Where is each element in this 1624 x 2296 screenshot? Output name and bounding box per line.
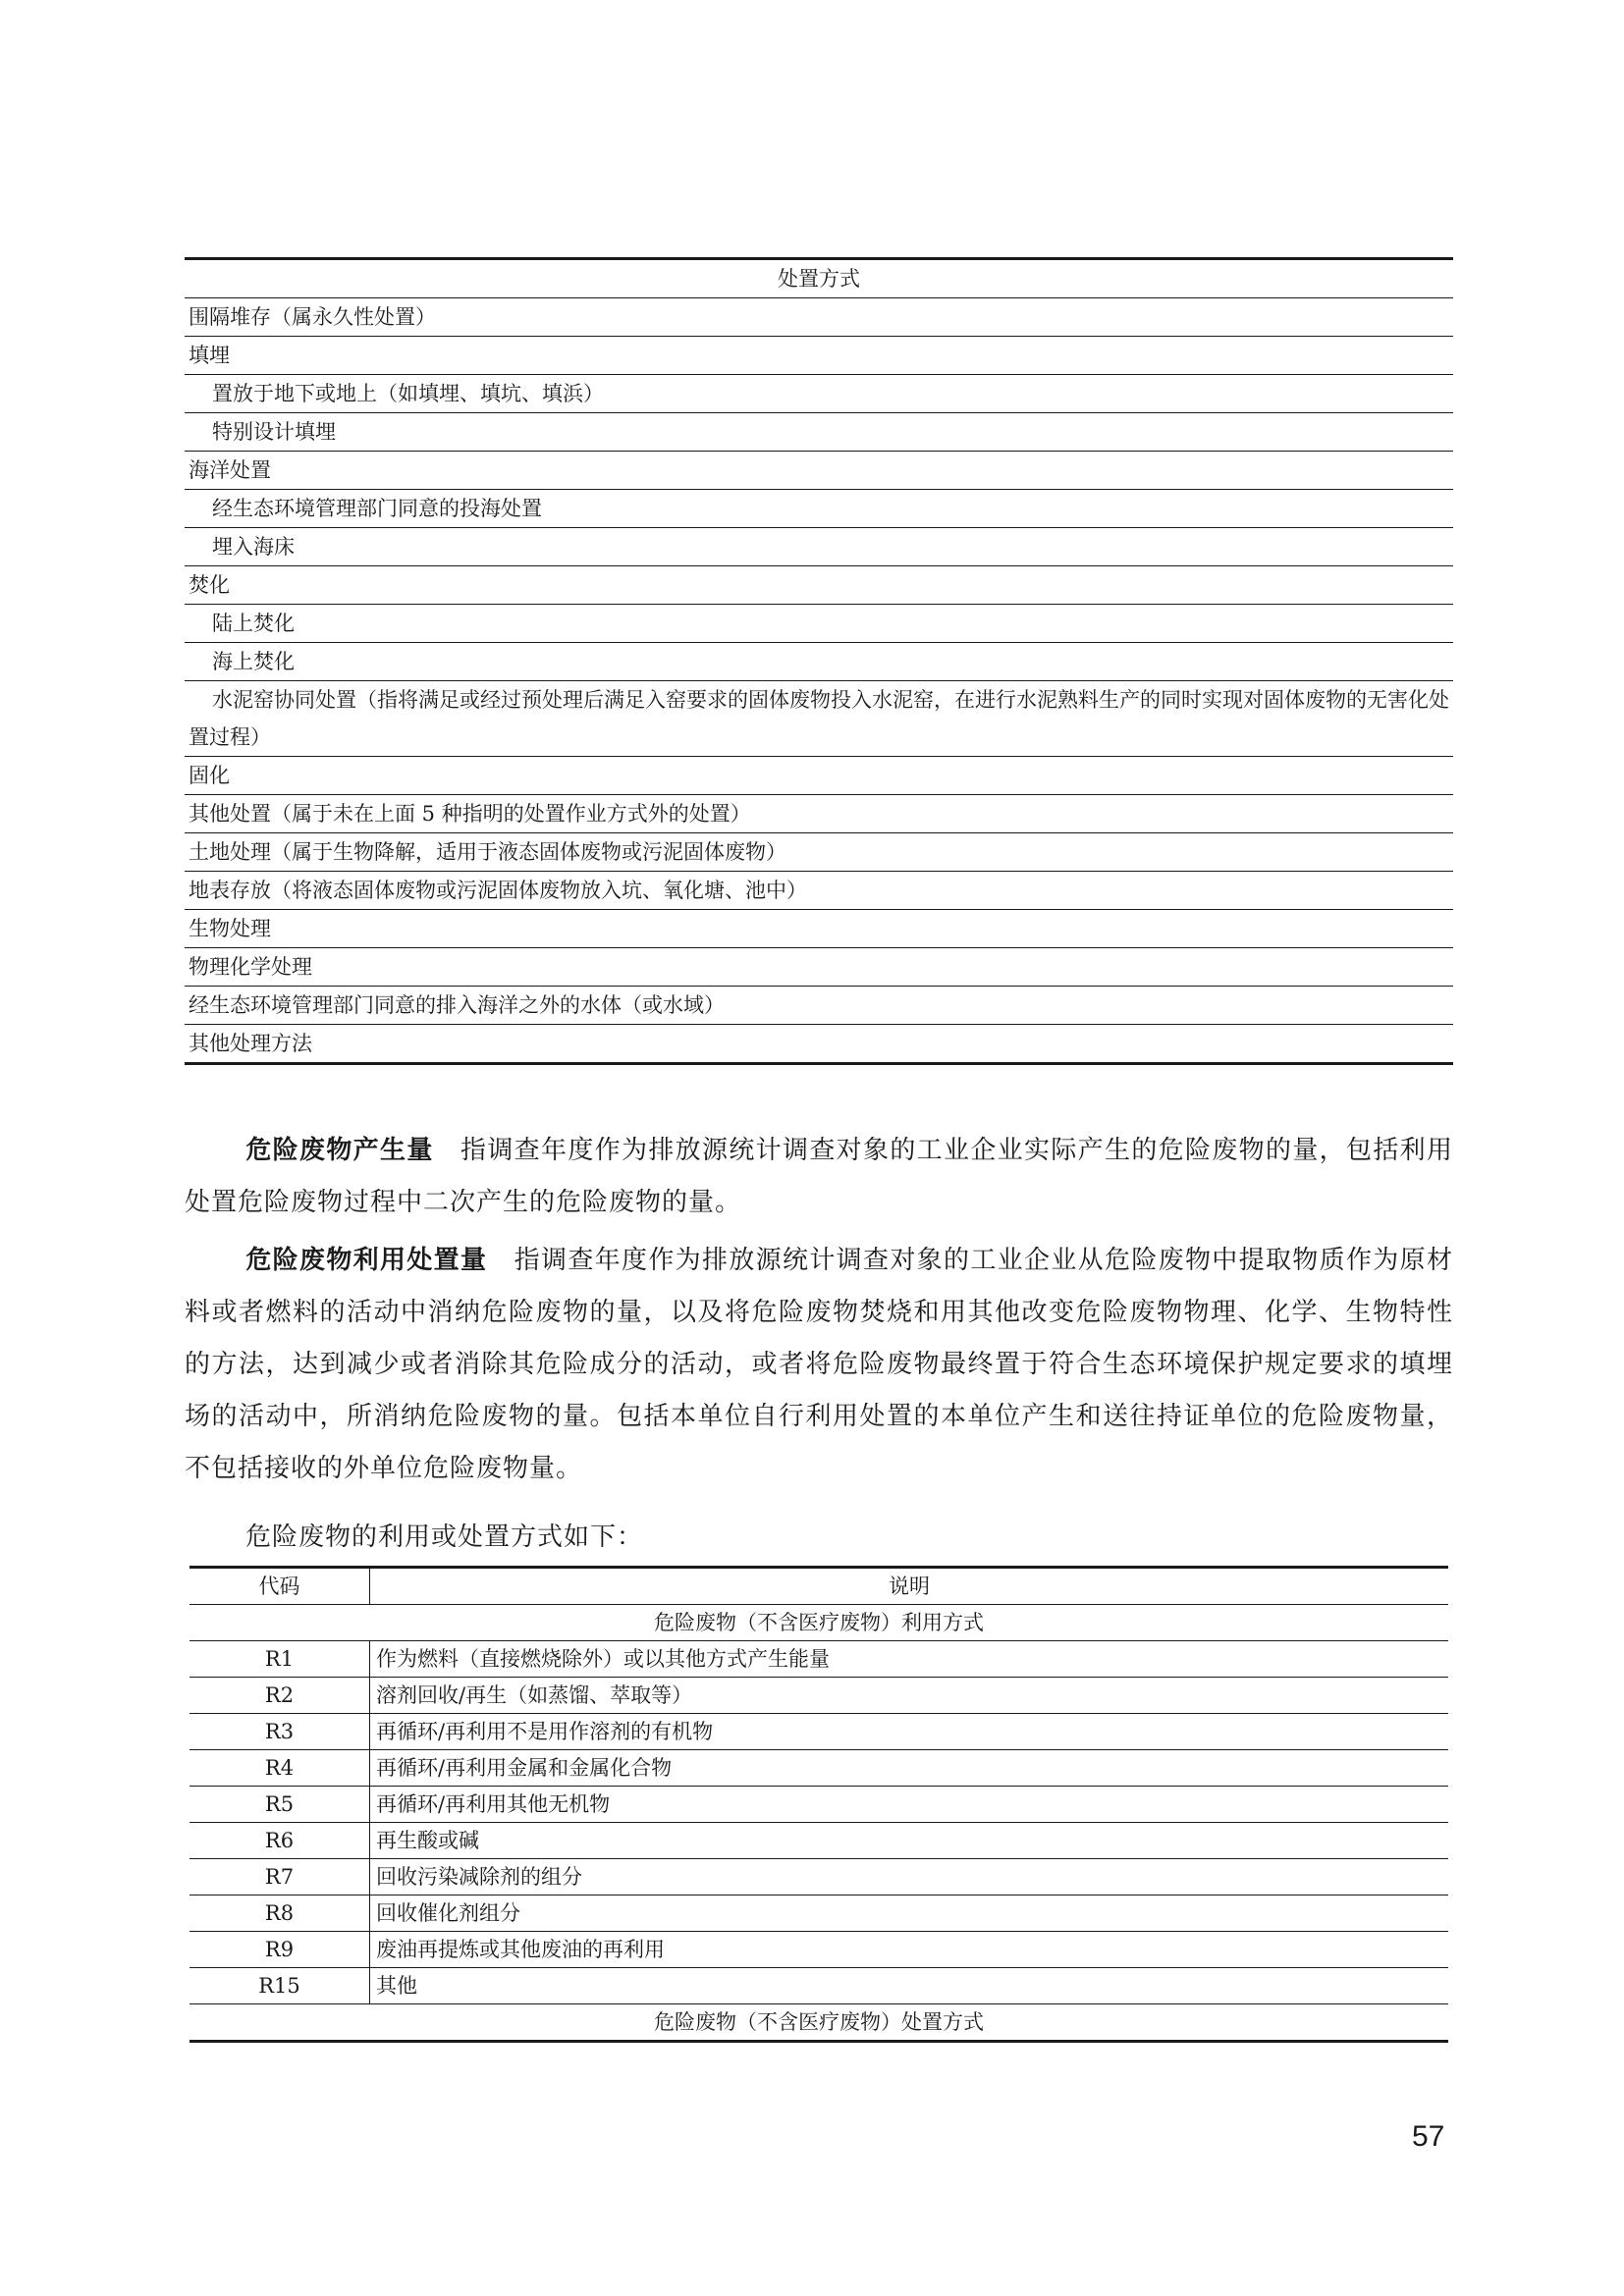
- description-cell: 废油再提炼或其他废油的再利用: [370, 1932, 1449, 1968]
- table-row: 生物处理: [185, 910, 1453, 948]
- table-row: 经生态环境管理部门同意的投海处置: [185, 490, 1453, 528]
- description-cell: 再循环/再利用其他无机物: [370, 1787, 1449, 1823]
- table-row: 围隔堆存（属永久性处置）: [185, 298, 1453, 337]
- table-row: [189, 1787, 1448, 1823]
- table-row: 其他处置（属于未在上面 5 种指明的处置作业方式外的处置）: [185, 795, 1453, 833]
- section-title-utilization: 危险废物（不含医疗废物）利用方式: [189, 1605, 1448, 1641]
- table-row: 特别设计填埋: [185, 413, 1453, 452]
- table-row: [189, 1896, 1448, 1932]
- description-cell: 再循环/再利用不是用作溶剂的有机物: [370, 1714, 1449, 1750]
- intro-text: 危险废物的利用或处置方式如下：: [245, 1522, 644, 1552]
- table-row: 水泥窑协同处置（指将满足或经过预处理后满足入窑要求的固体废物投入水泥窑，在进行水泥熟料生产的同时实现对固体废物的无害化处置过程）: [185, 681, 1453, 757]
- table-row: 物理化学处理: [185, 948, 1453, 987]
- table-row: [189, 1932, 1448, 1968]
- description-cell: 其他: [370, 1968, 1449, 2004]
- description-cell: 回收催化剂组分: [370, 1896, 1449, 1932]
- table-header: 处置方式: [185, 260, 1453, 298]
- code-cell: R3: [189, 1714, 370, 1750]
- table-row: 海洋处置: [185, 452, 1453, 490]
- description-cell: 溶剂回收/再生（如蒸馏、萃取等）: [370, 1678, 1449, 1714]
- table-row: 土地处理（属于生物降解，适用于液态固体废物或污泥固体废物）: [185, 833, 1453, 872]
- table-row: 填埋: [185, 337, 1453, 375]
- term-label: 危险废物利用处置量: [245, 1246, 488, 1275]
- column-header-code: 代码: [189, 1568, 370, 1605]
- table-row: 海上焚化: [185, 643, 1453, 681]
- code-cell: R2: [189, 1678, 370, 1714]
- table-row: 置放于地下或地上（如填埋、填坑、填浜）: [185, 375, 1453, 413]
- code-cell: R15: [189, 1968, 370, 2004]
- table-row: 固化: [185, 757, 1453, 795]
- section-title-disposal: 危险废物（不含医疗废物）处置方式: [654, 2010, 984, 2034]
- description-cell: 再循环/再利用金属和金属化合物: [370, 1750, 1449, 1787]
- code-cell: R9: [189, 1932, 370, 1968]
- definition-hazardous-waste-utilized: [185, 1235, 1453, 1495]
- table-row: [189, 1678, 1448, 1714]
- table-header-row: [189, 1568, 1448, 1605]
- section-row: [189, 1605, 1448, 1641]
- definition-text: 指调查年度作为排放源统计调查对象的工业企业实际产生的危险废物的量，包括利用处置危险废物过程中二次产生的危险废物的量。: [185, 1136, 1453, 1217]
- intro-sentence: [185, 1512, 1453, 1564]
- page-number: 57: [1412, 2120, 1445, 2153]
- table-row: 焚化: [185, 566, 1453, 605]
- definition-text: 指调查年度作为排放源统计调查对象的工业企业从危险废物中提取物质作为原材料或者燃料的活动中消纳危险废物的量，以及将危险废物焚烧和用其他改变危险废物物理、化学、生物特性的方法，达到减少或者消除其危险成分的活动，或者将危险废物最终置于符合生态环境保护规定要求的填埋场的活动中，所消纳危险废物的量。包括本单位自行利用处置的本单位产生和送往持证单位的危险废物量，不包括接收的外单位危险废物量。: [185, 1246, 1453, 1483]
- table-row: 经生态环境管理部门同意的排入海洋之外的水体（或水域）: [185, 987, 1453, 1025]
- description-cell: 再生酸或碱: [370, 1823, 1449, 1859]
- table-row: 其他处理方法: [189, 1032, 312, 1055]
- code-cell: R7: [189, 1859, 370, 1896]
- table-row: 地表存放（将液态固体废物或污泥固体废物放入坑、氧化塘、池中）: [185, 872, 1453, 910]
- code-cell: R4: [189, 1750, 370, 1787]
- code-cell: R5: [189, 1787, 370, 1823]
- table-row: [189, 1968, 1448, 2004]
- table-row: [189, 1823, 1448, 1859]
- table-row: [189, 1714, 1448, 1750]
- column-header-description: 说明: [370, 1568, 1449, 1605]
- table-row: [189, 1641, 1448, 1678]
- code-cell: R6: [189, 1823, 370, 1859]
- table-row: 陆上焚化: [185, 605, 1453, 643]
- description-cell: 作为燃料（直接燃烧除外）或以其他方式产生能量: [370, 1641, 1449, 1678]
- table-row: 埋入海床: [185, 528, 1453, 566]
- code-cell: R1: [189, 1641, 370, 1678]
- table-row: [189, 1859, 1448, 1896]
- utilization-codes-table: [189, 1566, 1448, 2043]
- term-label: 危险废物产生量: [245, 1136, 434, 1165]
- description-cell: 回收污染减除剂的组分: [370, 1859, 1449, 1896]
- code-cell: R8: [189, 1896, 370, 1932]
- disposal-methods-table: [185, 257, 1453, 1065]
- table-row: [189, 1750, 1448, 1787]
- section-row: [189, 2004, 1448, 2042]
- definition-hazardous-waste-generated: [185, 1125, 1453, 1229]
